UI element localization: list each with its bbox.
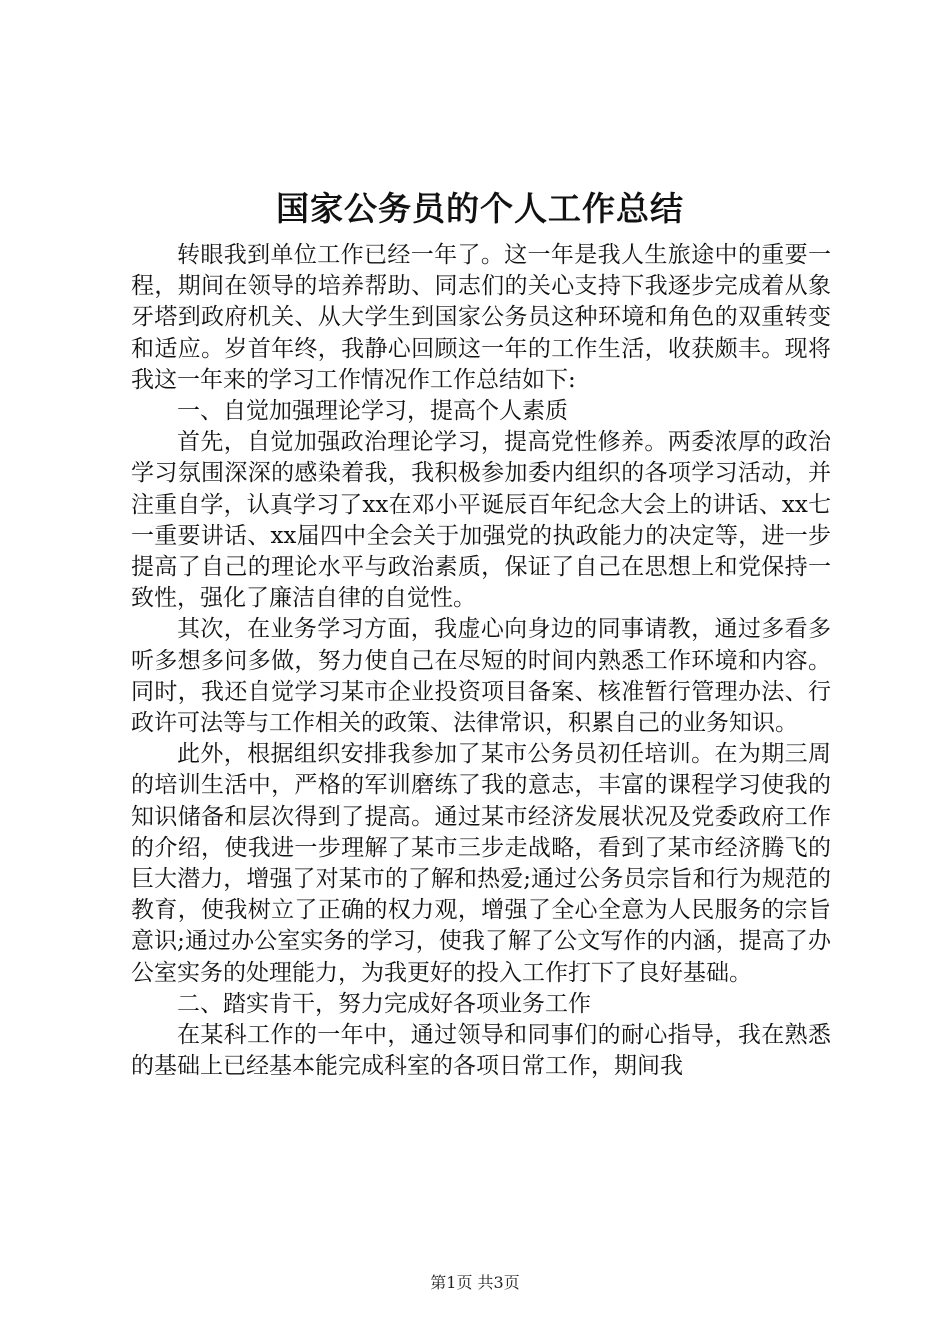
- paragraph-business-study: 其次，在业务学习方面，我虚心向身边的同事请教，通过多看多听多想多问多做，努力使自己在尽短的时间内熟悉工作环境和内容。同时，我还自觉学习某市企业投资项目备案、核准暂行管理办法、行政许可法等与工作相关的政策、法律常识，积累自己的业务知识。: [131, 616, 831, 737]
- section-heading-1: 一、自觉加强理论学习，提高个人素质: [177, 398, 568, 425]
- document-body: [131, 240, 831, 1082]
- section-heading-2: 二、踏实肯干，努力完成好各项业务工作: [177, 990, 591, 1017]
- paragraph-work: 在某科工作的一年中，通过领导和同事们的耐心指导，我在熟悉的基础上已经基本能完成科室的各项日常工作，期间我: [131, 1022, 831, 1080]
- paragraph-political-study: 首先，自觉加强政治理论学习，提高党性修养。两委浓厚的政治学习氛围深深的感染着我，我积极参加委内组织的各项学习活动，并注重自学，认真学习了xx在邓小平诞辰百年纪念大会上的讲话、xx七一重要讲话、xx届四中全会关于加强党的执政能力的决定等，进一步提高了自己的理论水平与政治素质，保证了自己在思想上和党保持一致性，强化了廉洁自律的自觉性。: [131, 429, 831, 612]
- page-footer: 第1页 共3页: [430, 1273, 520, 1292]
- paragraph-training: 此外，根据组织安排我参加了某市公务员初任培训。在为期三周的培训生活中，严格的军训磨练了我的意志，丰富的课程学习使我的知识储备和层次得到了提高。通过某市经济发展状况及党委政府工作的介绍，使我进一步理解了某市三步走战略，看到了某市经济腾飞的巨大潜力，增强了对某市的了解和热爱;通过公务员宗旨和行为规范的教育，使我树立了正确的权力观，增强了全心全意为人民服务的宗旨意识;通过办公室实务的学习，使我了解了公文写作的内涵，提高了办公室实务的处理能力，为我更好的投入工作打下了良好基础。: [131, 741, 831, 986]
- intro-paragraph: 转眼我到单位工作已经一年了。这一年是我人生旅途中的重要一程，期间在领导的培养帮助、同志们的关心支持下我逐步完成着从象牙塔到政府机关、从大学生到国家公务员这种环境和角色的双重转变和适应。岁首年终，我静心回顾这一年的工作生活，收获颇丰。现将我这一年来的学习工作情况作工作总结如下:: [131, 242, 831, 393]
- document-title: 国家公务员的个人工作总结: [276, 189, 684, 228]
